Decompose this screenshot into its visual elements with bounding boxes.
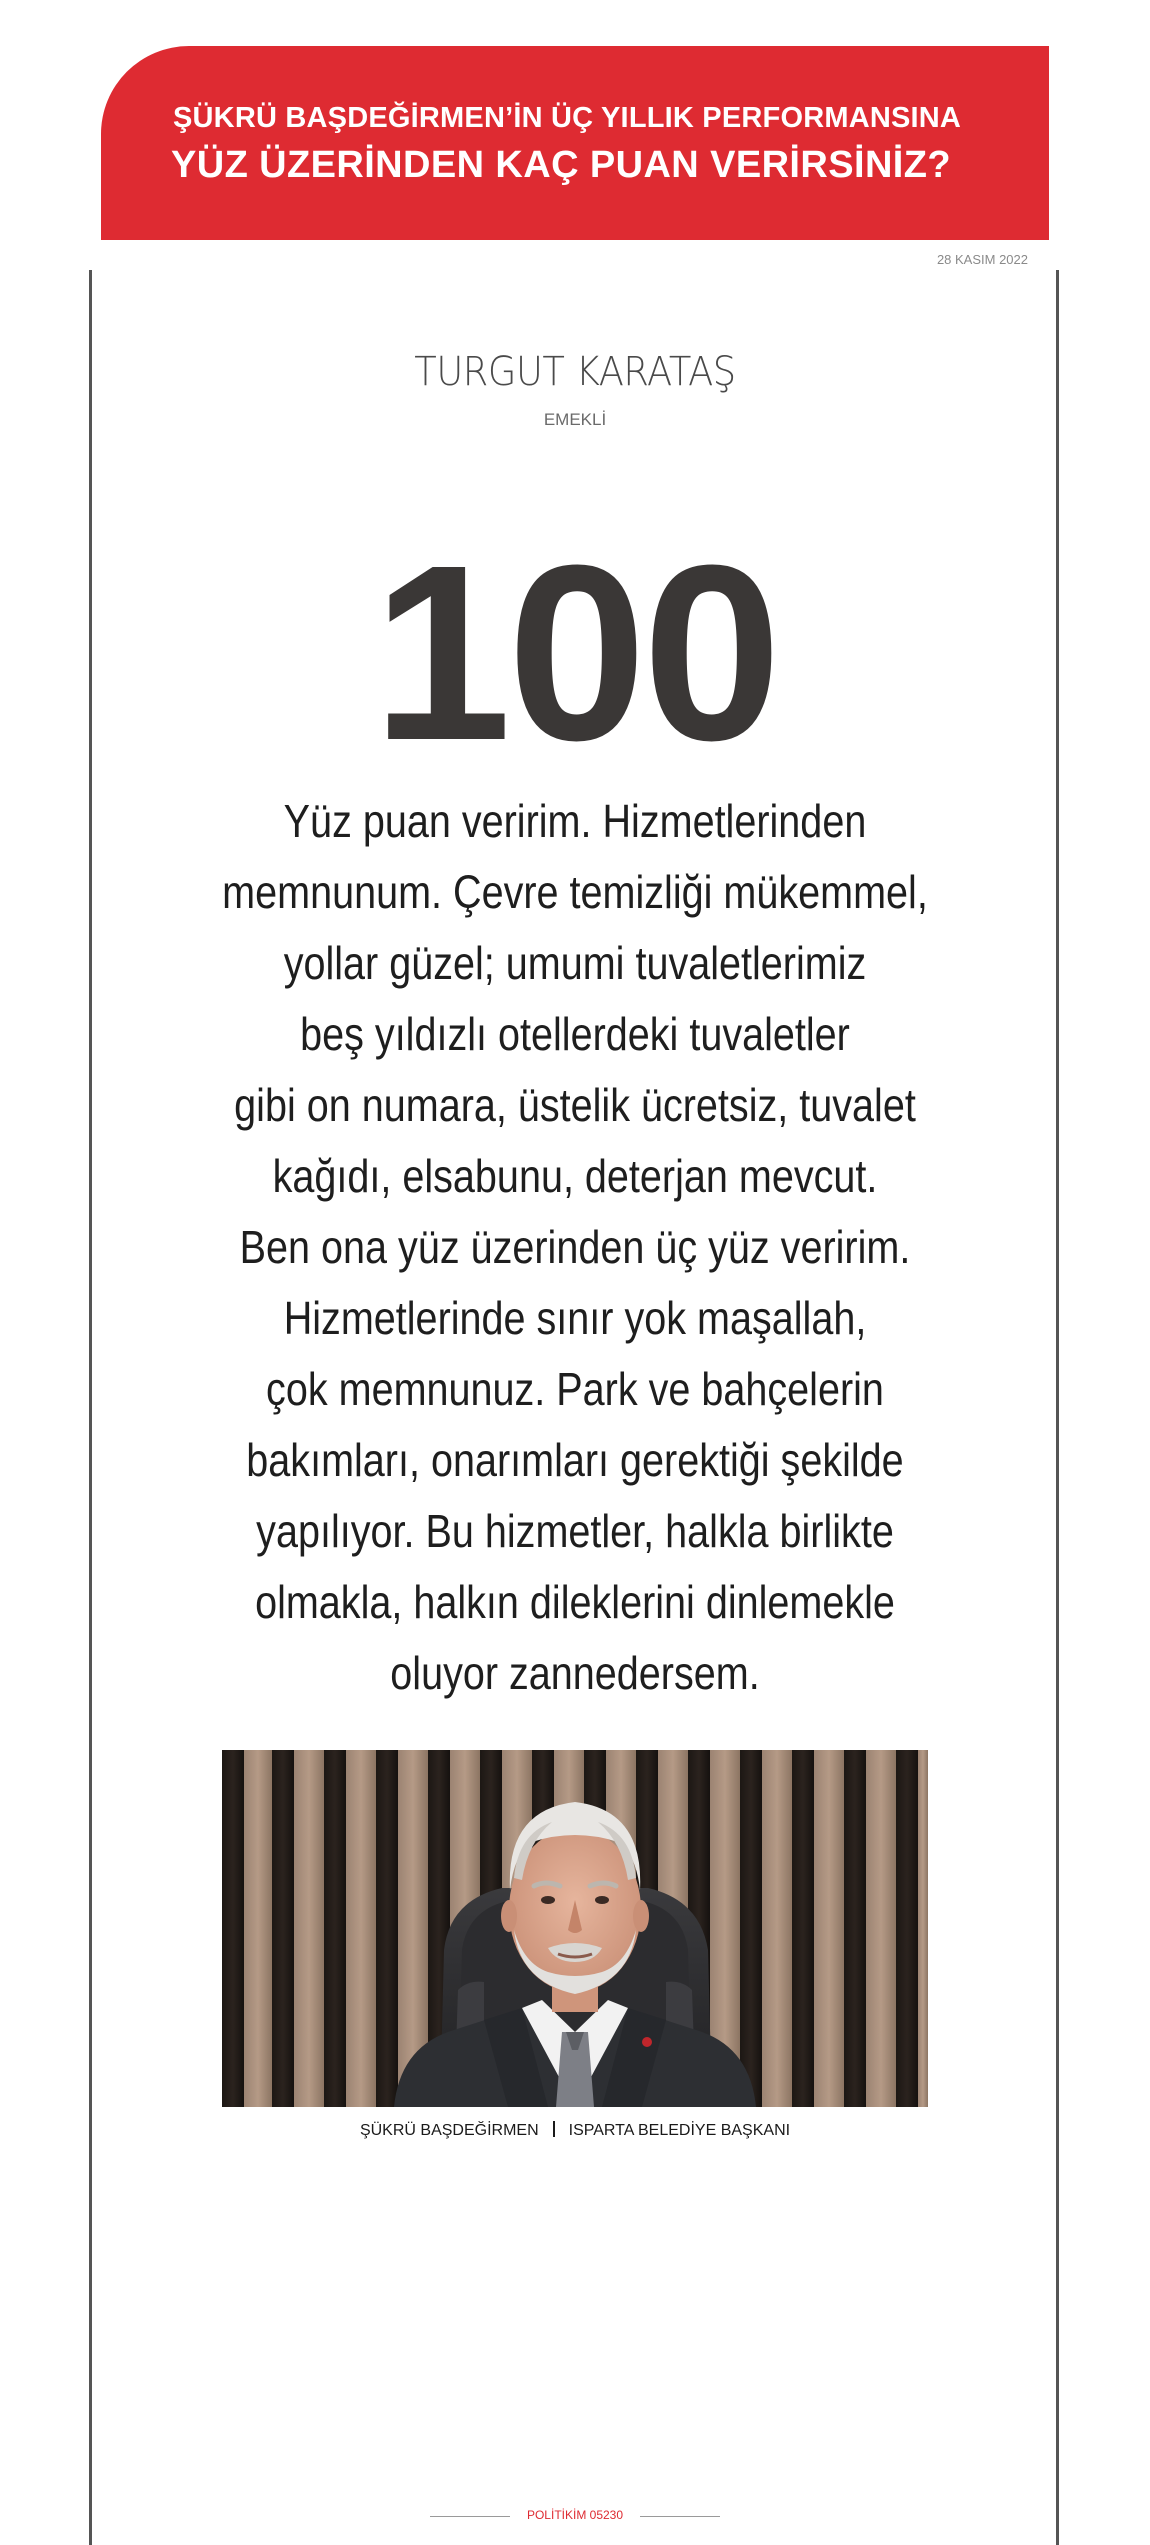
quote-text (205, 786, 945, 1709)
quote-line: oluyor zannedersem. (390, 1647, 760, 1699)
quote-line: çok memnunuz. Park ve bahçelerin (266, 1363, 884, 1415)
quote-line: kağıdı, elsabunu, deterjan mevcut. (272, 1150, 878, 1202)
quote-line: memnunum. Çevre temizliği mükemmel, (222, 866, 928, 918)
quote-line: Ben ona yüz üzerinden üç yüz veririm. (239, 1221, 911, 1273)
quote-line: Hizmetlerinde sınır yok maşallah, (283, 1292, 867, 1344)
author-name: TURGUT KARATAŞ (414, 349, 736, 395)
quote-line: gibi on numara, üstelik ücretsiz, tuvalet (234, 1079, 916, 1131)
mayor-portrait-photo (222, 1750, 928, 2107)
caption-title: ISPARTA BELEDİYE BAŞKANI (568, 2122, 791, 2139)
publish-date: 28 KASIM 2022 (936, 252, 1028, 267)
author-role: EMEKLİ (543, 410, 607, 429)
score-value: 100 (372, 513, 778, 792)
quote-line: yollar güzel; umumi tuvaletlerimiz (283, 937, 867, 989)
quote-line: yapılıyor. Bu hizmetler, halkla birlikte (256, 1505, 894, 1557)
photo-caption (0, 2121, 1150, 2140)
quote-line: bakımları, onarımları gerektiği şekilde (246, 1434, 904, 1486)
header-banner (101, 46, 1049, 240)
headline-line-2: YÜZ ÜZERİNDEN KAÇ PUAN VERİRSİNİZ? (171, 144, 951, 186)
portrait-illustration (222, 1750, 928, 2107)
headline-line-1: ŞÜKRÜ BAŞDEĞİRMEN’İN ÜÇ YILLIK PERFORMANSINA (173, 102, 962, 134)
quote-line: Yüz puan veririm. Hizmetlerinden (283, 795, 867, 847)
quote-line: olmakla, halkın dileklerini dinlemekle (255, 1576, 895, 1628)
quote-line: beş yıldızlı otellerdeki tuvaletler (300, 1008, 850, 1060)
caption-separator (553, 2121, 555, 2137)
caption-name: ŞÜKRÜ BAŞDEĞİRMEN (359, 2122, 539, 2139)
footer-code: POLİTİKİM 05230 (526, 2508, 624, 2522)
